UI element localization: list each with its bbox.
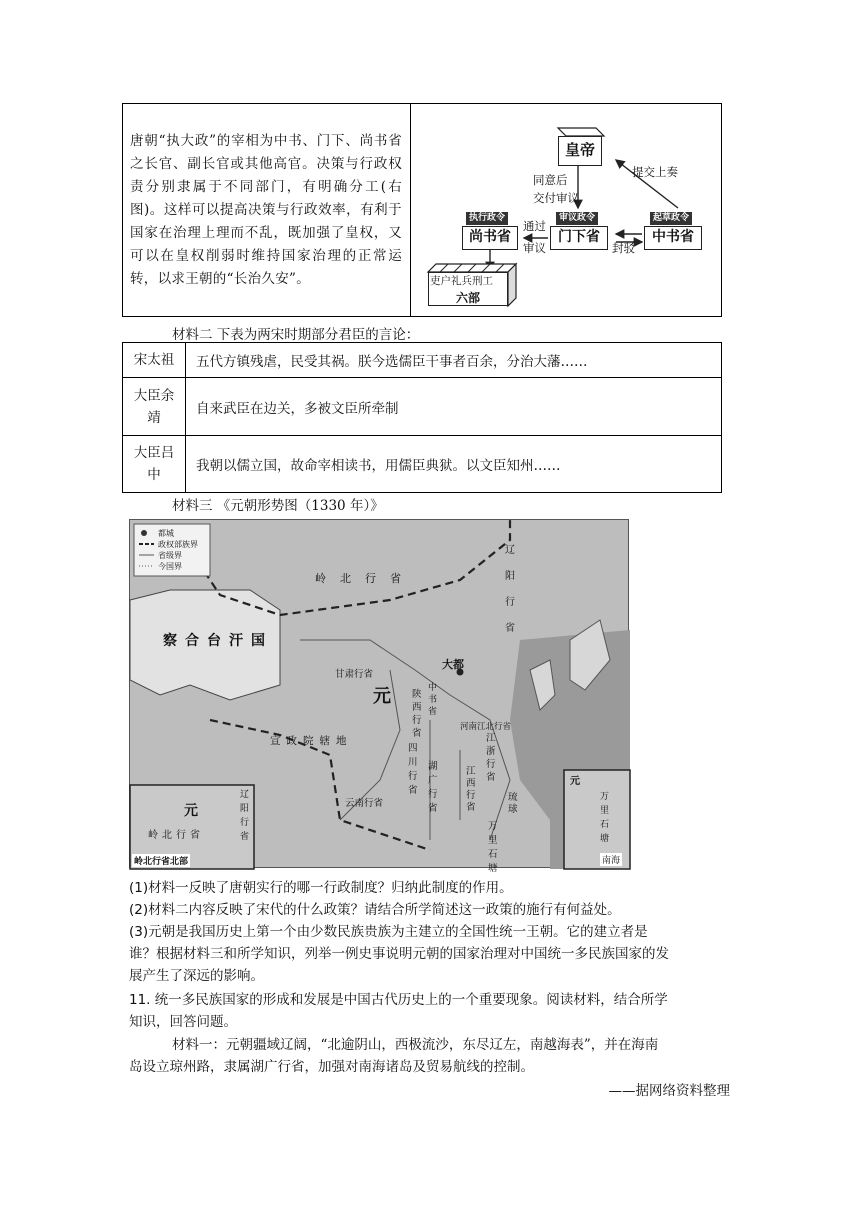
- question-1: (1)材料一反映了唐朝实行的哪一行政制度？归纳此制度的作用。: [129, 880, 513, 896]
- map-label-yuan: 元: [373, 686, 391, 707]
- material1-divider: [410, 103, 411, 317]
- label-pass: 通过: [523, 219, 546, 233]
- map-legend-capital: 都城: [158, 529, 174, 538]
- label-reject: 封驳: [612, 241, 635, 255]
- speaker-cell: 宋太祖: [123, 343, 186, 378]
- map-label-liaoyang: 辽阳行省: [505, 545, 515, 634]
- map-label-wanli: 万里石塘: [488, 821, 498, 874]
- map-label-henan: 河南江北行省: [460, 722, 512, 732]
- label-agree-2: 交付审议: [533, 191, 579, 205]
- map-legend-modern-border: 今国界: [158, 562, 182, 571]
- table-row: [123, 378, 722, 436]
- map-label-chahetai: 察合台汗国: [163, 633, 273, 649]
- map-inset-lingbei: 岭北行省: [148, 830, 204, 841]
- map-inset-right-yuan: 元: [570, 776, 580, 787]
- map-legend-political-border: 政权部族界: [158, 540, 198, 549]
- map-label-shaanxi: 陕西行省: [412, 689, 422, 739]
- map-inset-left-title: 岭北行省北部: [132, 854, 190, 867]
- map-label-jiangxi: 江西行省: [466, 766, 476, 813]
- tang-government-diagram: [420, 108, 716, 313]
- label-submit: 提交上奏: [632, 165, 678, 179]
- tag-zhongshu: 起草政令: [650, 212, 692, 225]
- map-label-yunnan: 云南行省: [345, 798, 384, 809]
- emperor-box: 皇帝: [558, 136, 602, 166]
- speaker-cell: 大臣余靖: [123, 378, 186, 436]
- map-inset-yuan: 元: [184, 803, 198, 819]
- label-agree-1: 同意后: [533, 173, 568, 187]
- quote-cell: 我朝以儒立国，故命宰相读书，用儒臣典狱。以文臣知州……: [186, 436, 722, 493]
- map-label-gansu: 甘肃行省: [335, 669, 374, 680]
- six-boards-label: 六部: [455, 291, 480, 305]
- table-row: [123, 343, 722, 378]
- material2-label: 材料二 下表为两宋时期部分君臣的言论：: [172, 327, 420, 343]
- six-boards-list: 吏户礼兵刑工: [430, 275, 493, 287]
- map-label-huguang: 湖广行省: [428, 761, 438, 814]
- map-label-xuanzheng: 宣政院辖地: [270, 735, 353, 747]
- tag-menxia: 审议政令: [556, 212, 598, 225]
- speaker-cell: 大臣吕中: [123, 436, 186, 493]
- map-label-dadu: 大都: [442, 658, 464, 671]
- tag-shangshu: 执行政令: [466, 212, 508, 225]
- label-review: 审议: [523, 241, 546, 255]
- question-3-line3: 展产生了深远的影响。: [129, 968, 264, 984]
- map-label-liuqiu: 琉球: [508, 792, 518, 815]
- map-label-jiangzhe: 江浙行省: [486, 733, 496, 783]
- yuan-map: [129, 519, 629, 874]
- material3-label: 材料三 《元朝形势图（1330 年）》: [172, 498, 384, 514]
- question-11-line1: 11. 统一多民族国家的形成和发展是中国古代历史上的一个重要现象。阅读材料，结合所学: [129, 992, 668, 1008]
- quote-cell: 自来武臣在边关，多被文臣所牵制: [186, 378, 722, 436]
- question-3-line2: 谁？根据材料三和所学知识，列举一例史事说明元朝的国家治理对中国统一多民族国家的发: [129, 946, 669, 962]
- zhongshu-box: 中书省: [644, 226, 702, 250]
- material-1-line2: 岛设立琼州路，隶属湖广行省，加强对南海诸岛及贸易航线的控制。: [129, 1059, 534, 1075]
- map-label-lingbei: 岭北行省: [315, 572, 415, 585]
- question-2: (2)材料二内容反映了宋代的什么政策？请结合所学简述这一政策的施行有何益处。: [129, 902, 621, 918]
- question-11-line2: 知识，回答问题。: [129, 1014, 237, 1030]
- six-boards-box: [428, 272, 508, 306]
- material2-table: [122, 342, 722, 493]
- material-1-line1: 材料一：元朝疆域辽阔，“北逾阴山，西极流沙，东尽辽左，南越海表”，并在海南: [172, 1037, 659, 1053]
- material1-text: 唐朝“执大政”的宰相为中书、门下、尚书省之长官、副长官或其他高官。决策与行政权责分别隶属于不同部门，有明确分工(右图)。这样可以提高决策与行政效率，有利于国家在治理上理而不乱，既加强了皇权，又可以在皇权削弱时维持国家治理的正常运转，以求王朝的“长治久安”。: [130, 133, 402, 287]
- menxia-box: 门下省: [550, 226, 608, 250]
- map-label-sichuan: 四川行省: [408, 743, 418, 796]
- shangshu-box: 尚书省: [462, 226, 518, 250]
- table-row: [123, 436, 722, 493]
- map-inset-liaoyang: 辽阳行省: [240, 790, 250, 842]
- map-legend-province-border: 省级界: [158, 551, 182, 560]
- quote-cell: 五代方镇残虐，民受其祸。朕今选儒臣干事者百余，分治大藩……: [186, 343, 722, 378]
- map-inset-wanli: 万里石塘: [600, 792, 610, 844]
- source-note: ——据网络资料整理: [608, 1083, 730, 1099]
- map-label-zhongshu: 中书省: [428, 683, 438, 717]
- question-3-line1: (3)元朝是我国历史上第一个由少数民族贵族为主建立的全国性统一王朝。它的建立者是: [129, 924, 648, 940]
- map-inset-right-title: 南海: [600, 853, 622, 866]
